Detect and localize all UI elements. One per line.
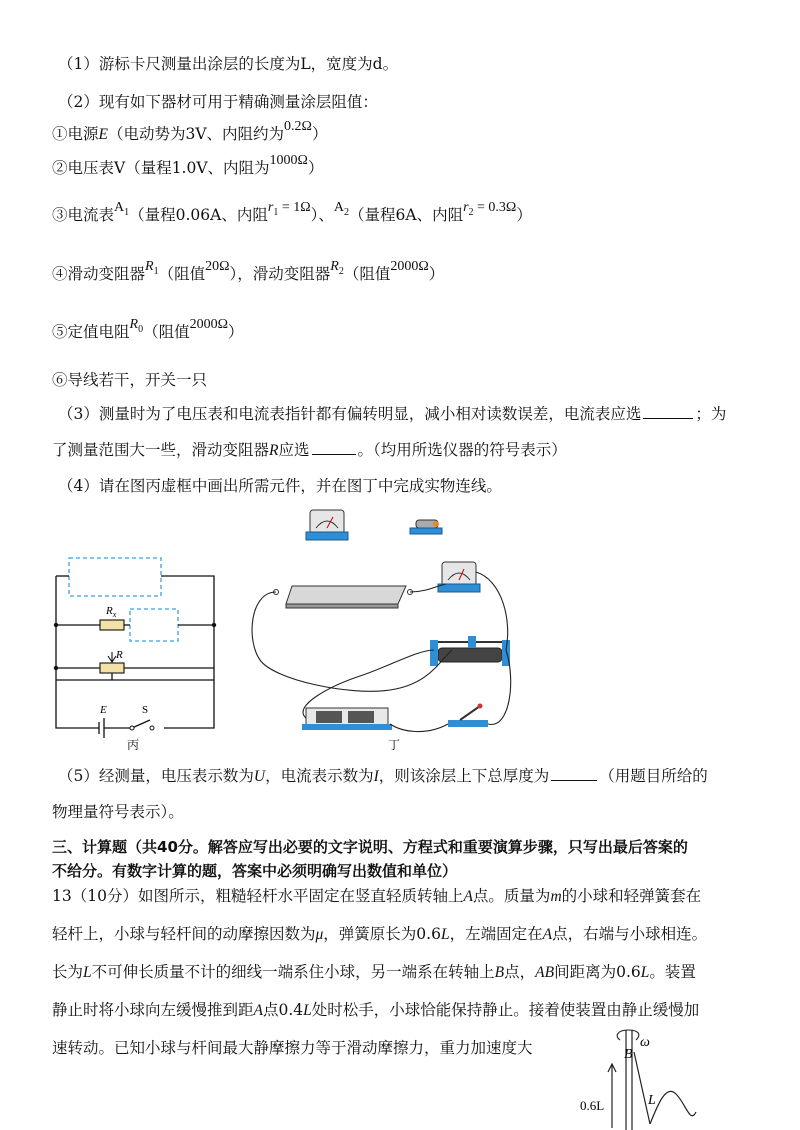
item3-a1text: （量程0.06A、内阻 bbox=[129, 206, 268, 224]
answer-blank-thickness[interactable] bbox=[551, 780, 597, 781]
item3-pre: ③电流表 bbox=[52, 206, 115, 224]
item6-text: ⑥导线若干，开关一只 bbox=[52, 371, 208, 389]
rotating-rod-figure bbox=[570, 1024, 710, 1130]
item3-sep: ）、 bbox=[310, 206, 334, 224]
item2-pre: ②电压表V（量程1.0V、内阻为 bbox=[52, 159, 270, 177]
q5-line1: （5）经测量，电压表示数为U，电流表示数为I，则该涂层上下总厚度为 （用题目所给的 bbox=[58, 767, 708, 785]
circuit-diagram bbox=[44, 548, 234, 748]
answer-blank-ammeter[interactable] bbox=[643, 418, 693, 419]
item3-a2text: （量程6A、内阻 bbox=[349, 206, 464, 224]
section3-heading-line2: 不给分。有数字计算的题，答案中必须明确写出数值和单位） bbox=[52, 862, 458, 880]
item5-mid: （阻值 bbox=[143, 323, 190, 341]
item3-post: ） bbox=[516, 206, 532, 224]
rheostat-device bbox=[430, 636, 510, 666]
apparatus-diagram bbox=[240, 500, 530, 745]
q3-line2: 了测量范围大一些，滑动变阻器R应选 。（均用所选仪器的符号表示） bbox=[52, 441, 567, 459]
item4-r1: $R_1$ bbox=[145, 259, 159, 277]
item5-pre: ⑤定值电阻 bbox=[52, 323, 130, 341]
label-omega: ω bbox=[640, 1035, 650, 1050]
item1-mid: （电动势为3V、内阻约为 bbox=[107, 125, 285, 143]
item-rheostats bbox=[52, 259, 445, 284]
item-fixed-resistor bbox=[52, 317, 244, 342]
item4-post: ） bbox=[428, 265, 445, 283]
switch-device bbox=[448, 704, 488, 728]
item2-post: ） bbox=[307, 159, 324, 177]
item4-mid2: ），滑动变阻器 bbox=[229, 265, 331, 283]
item-power-source bbox=[52, 119, 328, 144]
label-dim: 0.6L bbox=[580, 1098, 605, 1113]
item1-val: 0.2Ω bbox=[284, 119, 312, 134]
label-l: L bbox=[648, 1093, 656, 1108]
item3-a2: $A_2$ bbox=[333, 200, 350, 218]
section3-heading-line1: 三、计算题（共40分。解答应写出必要的文字说明、方程式和重要演算步骤，只写出最后答案的 bbox=[52, 838, 688, 856]
caption-ding: 丁 bbox=[388, 738, 401, 752]
q4-text: （4）请在图丙虚框中画出所需元件，并在图丁中完成实物连线。 bbox=[58, 477, 502, 495]
battery-device bbox=[302, 708, 392, 730]
dashed-box-mid bbox=[130, 609, 178, 641]
p13-line1: 13（10分）如图所示，粗糙轻杆水平固定在竖直轻质转轴上A点。质量为m的小球和轻弹簧套在 bbox=[52, 887, 702, 905]
p13-line2: 轻杆上，小球与轻杆间的动摩擦因数为μ，弹簧原长为0.6L，左端固定在A点，右端与小球相连。 bbox=[52, 925, 708, 943]
item3-r2: $r_2 = 0.3\Omega$ bbox=[463, 200, 517, 218]
p13-line5: 速转动。已知小球与杆间最大静摩擦力等于滑动摩擦力，重力加速度大 bbox=[52, 1039, 533, 1057]
answer-blank-rheostat[interactable] bbox=[312, 454, 356, 455]
item1-sym: E bbox=[98, 126, 108, 143]
q2-text: （2）现有如下器材可用于精确测量涂层阻值： bbox=[58, 93, 378, 111]
p13-line3: 长为L不可伸长质量不计的细线一端系住小球，另一端系在转轴上B点，AB间距离为0.6L。装置 bbox=[52, 963, 696, 981]
ammeter-device bbox=[438, 562, 480, 592]
item4-mid3: （阻值 bbox=[343, 265, 391, 283]
q1-text: （1）游标卡尺测量出涂层的长度为L，宽度为d。 bbox=[58, 55, 399, 73]
item2-val: 1000Ω bbox=[269, 153, 308, 168]
label-rx: $R_x$ bbox=[106, 605, 117, 619]
item4-pre: ④滑动变阻器 bbox=[52, 265, 146, 283]
item4-v1: 20Ω bbox=[205, 259, 230, 274]
item3-a1: $A_1$ bbox=[114, 200, 130, 218]
label-b: B bbox=[624, 1047, 633, 1062]
item5-post: ） bbox=[228, 323, 244, 341]
label-s: S bbox=[142, 704, 149, 716]
p13-line4: 静止时将小球向左缓慢推到距A点0.4L处时松手，小球恰能保持静止。接着使装置由静止缓慢加 bbox=[52, 1001, 700, 1019]
q3-line1: （3）测量时为了电压表和电流表指针都有偏转明显，减小相对读数误差，电流表应选 ；为 bbox=[58, 405, 727, 423]
rheostat-r bbox=[100, 663, 124, 673]
item4-r2: $R_2$ bbox=[330, 259, 344, 277]
label-e: E bbox=[100, 704, 107, 716]
small-resistor-device bbox=[410, 520, 442, 534]
voltmeter-device bbox=[306, 510, 348, 540]
item3-r1: $r_1 = 1\Omega$ bbox=[267, 200, 311, 218]
coating-plate bbox=[274, 586, 413, 608]
label-r: R bbox=[116, 649, 123, 661]
caption-bing: 丙 bbox=[127, 738, 140, 752]
q5-line2: 物理量符号表示）。 bbox=[52, 803, 184, 821]
item5-r0: $R_0$ bbox=[129, 317, 144, 335]
item1-pre: ①电源 bbox=[52, 125, 99, 143]
dashed-box-top bbox=[69, 558, 161, 596]
item-voltmeter bbox=[52, 153, 324, 178]
item4-mid1: （阻值 bbox=[158, 265, 206, 283]
item5-val: 2000Ω bbox=[189, 317, 228, 332]
item4-v2: 2000Ω bbox=[390, 259, 429, 274]
item1-post: ） bbox=[311, 125, 328, 143]
resistor-rx bbox=[100, 620, 124, 630]
item-ammeters bbox=[52, 200, 532, 225]
